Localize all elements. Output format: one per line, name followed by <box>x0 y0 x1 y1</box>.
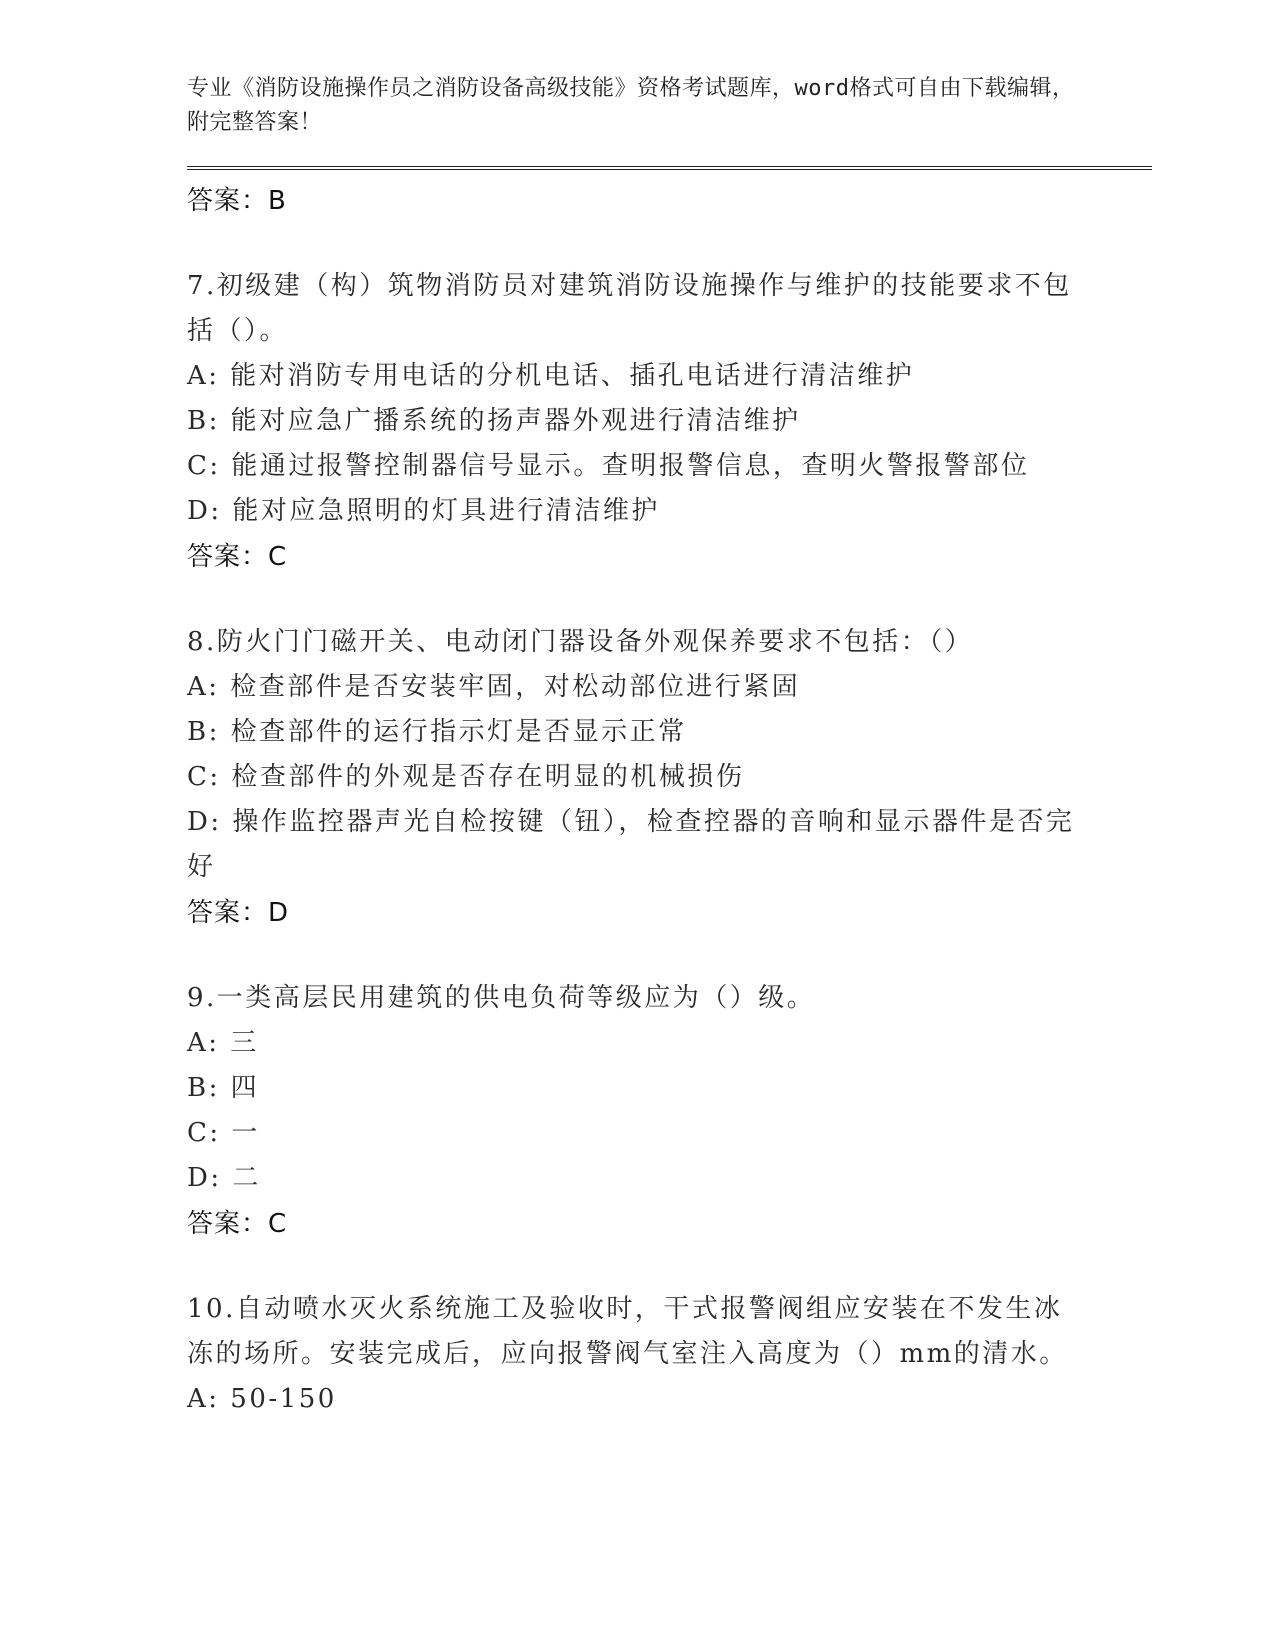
option-a: A: 50-150 <box>187 1384 337 1414</box>
option-d: D: 操作监控器声光自检按键（钮），检查控器的音响和显示器件是否完好 <box>187 807 1075 882</box>
option-c: C: 能通过报警控制器信号显示。查明报警信息，查明火警报警部位 <box>187 451 1030 481</box>
question-text: 10.自动喷水灭火系统施工及验收时，干式报警阀组应安装在不发生冰冻的场所。安装完成后，应向报警阀气室注入高度为（）mm的清水。 <box>187 1294 1068 1369</box>
answer-line: 答案：B <box>187 186 287 216</box>
answer-line: 答案：C <box>187 1209 288 1239</box>
answer-line: 答案：D <box>187 898 290 928</box>
question-text: 8.防火门门磁开关、电动闭门器设备外观保养要求不包括：（） <box>187 627 974 657</box>
document-page <box>187 72 1152 1422</box>
option-a: A: 能对消防专用电话的分机电话、插孔电话进行清洁维护 <box>187 361 915 391</box>
document-content <box>187 178 1152 1422</box>
option-d: D: 二 <box>187 1163 261 1193</box>
question-9 <box>187 976 1152 1247</box>
option-c: C: 检查部件的外观是否存在明显的机械损伤 <box>187 762 745 792</box>
question-text: 9.一类高层民用建筑的供电负荷等级应为（）级。 <box>187 983 816 1013</box>
document-header: 专业《消防设施操作员之消防设备高级技能》资格考试题库，word格式可自由下载编辑，附完整答案！ <box>187 76 1075 135</box>
option-d: D: 能对应急照明的灯具进行清洁维护 <box>187 496 660 526</box>
answer-line: 答案：C <box>187 542 288 572</box>
option-b: B: 四 <box>187 1073 260 1103</box>
question-7 <box>187 264 1152 580</box>
question-text: 7.初级建（构）筑物消防员对建筑消防设施操作与维护的技能要求不包括（）。 <box>187 271 1072 346</box>
option-a: A: 三 <box>187 1028 259 1058</box>
option-c: C: 一 <box>187 1118 260 1148</box>
option-a: A: 检查部件是否安装牢固，对松动部位进行紧固 <box>187 672 801 702</box>
question-10 <box>187 1287 1152 1422</box>
option-b: B: 检查部件的运行指示灯是否显示正常 <box>187 717 687 747</box>
header-divider <box>187 166 1152 170</box>
option-b: B: 能对应急广播系统的扬声器外观进行清洁维护 <box>187 406 801 436</box>
question-8 <box>187 620 1152 936</box>
